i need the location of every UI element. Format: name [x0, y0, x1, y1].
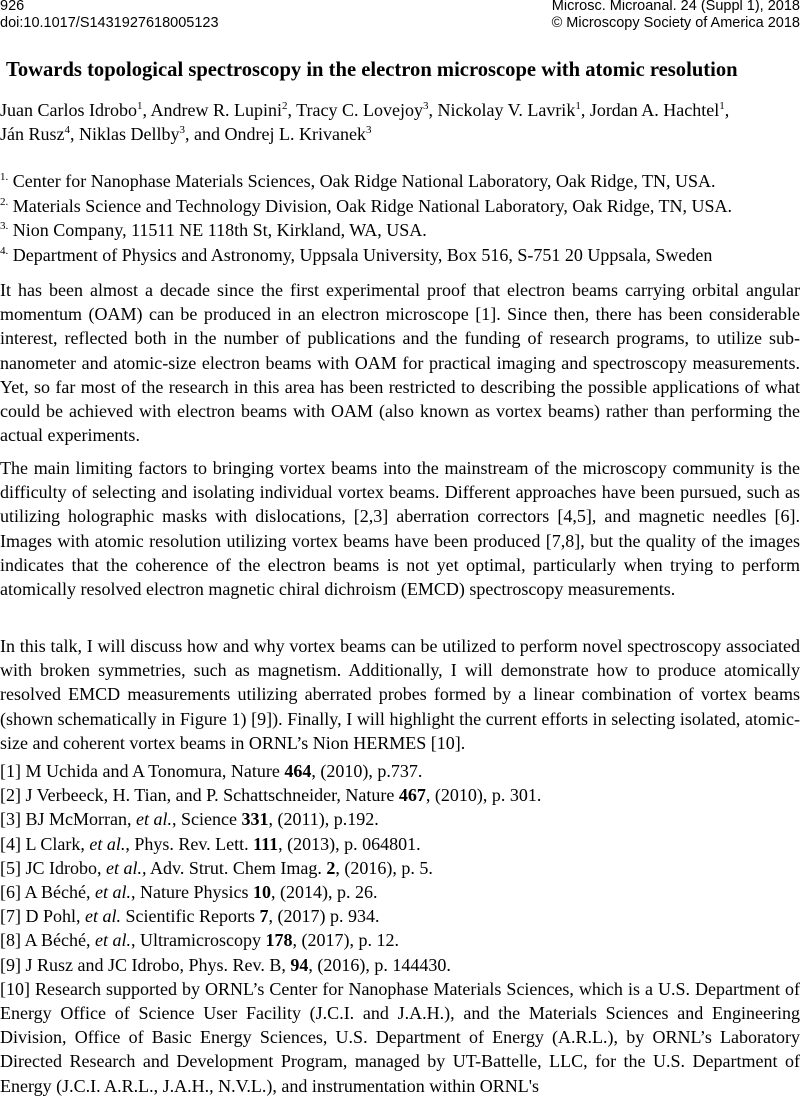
affiliation-text: Nion Company, 11511 NE 118th St, Kirkland, WA, USA. [12, 220, 427, 240]
page-number: 926 [0, 0, 25, 14]
affiliation-number: 4. [0, 244, 9, 257]
affiliation [0, 243, 800, 268]
header-right [552, 0, 800, 32]
affiliation [0, 218, 800, 243]
reference-number: [1] [0, 761, 21, 781]
body-paragraph-1: It has been almost a decade since the first experimental proof that electron beams carrying orbital angular momentum (OAM) can be produced in an electron microscope [1]. Since then, there has been considerable interest, reflected both in the number of publications and the funding of research programs, to utilize sub-nanometer and atomic-size electron beams with OAM for practical imaging and spectroscopy measurements. Yet, so far most of the research in this area has been restricted to describing the possible applications of what could be achieved with electron beams with OAM (also known as vortex beams) rather than performing the actual experiments. [0, 280, 800, 446]
author-separator: , [580, 100, 590, 120]
paper-title: Towards topological spectroscopy in the electron microscope with atomic resolution [6, 59, 738, 81]
reference: [2] J Verbeeck, H. Tian, and P. Schattschneider, Nature 467, (2010), p. 301. [0, 785, 542, 806]
author-name: Jordan A. Hachtel [589, 100, 720, 120]
author-separator: , [142, 100, 151, 120]
reference-number: [8] [0, 930, 21, 951]
reference-number: [10] [0, 978, 30, 999]
author-affiliation: 3 [423, 100, 429, 112]
reference-number: [9] [0, 954, 21, 975]
affiliation-list [0, 169, 800, 267]
reference: [5] JC Idrobo, et al., Adv. Strut. Chem Imag. 2, (2016), p. 5. [0, 857, 433, 878]
reference-list [0, 759, 800, 1098]
reference: [3] BJ McMorran, et al., Science 331, (2011), p.192. [0, 809, 379, 830]
reference-number: [4] [0, 833, 21, 854]
author-name: Andrew R. Lupini [150, 100, 282, 120]
reference: [7] D Pohl, et al. Scientific Reports 7, (2017) p. 934. [0, 906, 380, 927]
author-separator: , [70, 124, 79, 144]
affiliation-number: 1. [0, 171, 9, 183]
reference-number: [5] [0, 857, 21, 878]
author-separator: , [428, 100, 438, 120]
author-affiliation: 3 [365, 124, 372, 136]
author [590, 100, 729, 120]
reference-number: [7] [0, 906, 21, 927]
author-name: Nickolay V. Lavrik [437, 100, 576, 120]
author-affiliation: 2 [281, 100, 288, 112]
copyright: © Microscopy Society of America 2018 [551, 15, 800, 31]
author-list [0, 98, 800, 146]
author-name: Juan Carlos Idrobo [0, 100, 137, 120]
author [79, 124, 225, 144]
header-left [0, 0, 219, 32]
author [296, 100, 437, 120]
affiliation [0, 194, 800, 219]
author-name: Niklas Dellby [79, 124, 180, 144]
author-name: Ondrej L. Krivanek [224, 124, 366, 144]
reference: [8] A Béché, et al., Ultramicroscopy 178, (2017), p. 12. [0, 930, 399, 951]
author [151, 100, 297, 120]
author-affiliation: 3 [179, 124, 185, 136]
reference: [1] M Uchida and A Tonomura, Nature 464, (2010), p.737. [0, 761, 423, 781]
reference-number: [2] [0, 785, 21, 806]
affiliation-text: Department of Physics and Astronomy, Uppsala University, Box 516, S-751 20 Uppsala, Sweden [12, 244, 713, 265]
doi: doi:10.1017/S1431927618005123 [0, 15, 219, 31]
author-affiliation: 4 [64, 124, 70, 136]
author-affiliation: 1 [575, 100, 581, 112]
author-affiliation: 1 [719, 100, 725, 112]
affiliation-text: Center for Nanophase Materials Sciences, Oak Ridge National Laboratory, Oak Ridge, TN, USA. [12, 171, 716, 191]
journal-citation: Microsc. Microanal. 24 (Suppl 1), 2018 [551, 0, 800, 14]
author-separator: , and [185, 124, 225, 144]
affiliation-number: 3. [0, 220, 9, 232]
author-name: Tracy C. Lovejoy [296, 100, 423, 120]
author [225, 124, 372, 144]
reference: [9] J Rusz and JC Idrobo, Phys. Rev. B, 94, (2016), p. 144430. [0, 954, 451, 975]
reference: [4] L Clark, et al., Phys. Rev. Lett. 111, (2013), p. 064801. [0, 833, 421, 854]
body-paragraph-2: The main limiting factors to bringing vortex beams into the mainstream of the microscopy community is the difficulty of selecting and isolating individual vortex beams. Different approaches have been pursued, such as utilizing holographic masks with dislocations, [2,3] aberration correctors [4,5], and magnetic needles [6]. Images with atomic resolution utilizing vortex beams have been produced [7,8], but the quality of the images indicates that the coherence of the electron beams is not yet optimal, particularly when trying to perform atomically resolved electron magnetic chiral dichroism (EMCD) spectroscopy measurements. [0, 458, 800, 600]
author [0, 100, 151, 120]
affiliation-number: 2. [0, 195, 9, 208]
body-paragraph-3: In this talk, I will discuss how and why vortex beams can be utilized to perform novel spectroscopy associated with broken symmetries, such as magnetism. Additionally, I will demonstrate how to produce atomically resolved EMCD measurements utilizing aberrated probes formed by a linear combination of vortex beams (shown schematically in Figure 1) [9]). Finally, I will highlight the current efforts in selecting isolated, atomic-size and coherent vortex beams in ORNL’s Nion HERMES [10]. [0, 636, 800, 753]
reference-number: [6] [0, 882, 21, 903]
reference-acknowledgement: [10] Research supported by ORNL’s Center for Nanophase Materials Sciences, which is a U.S. Department of Energy Office of Science User Facility (J.C.I. and J.A.H.), and the Materials Sciences and Engineering Division, Office of Basic Energy Sciences, U.S. Department of Energy (A.R.L.), by ORNL’s Laboratory Directed Research and Development Program, managed by UT-Battelle, LLC, for the U.S. Department of Energy (J.C.I. A.R.L., J.A.H., N.V.L.), and instrumentation within ORNL's [0, 978, 800, 1096]
affiliation [0, 169, 800, 194]
author-separator: , [724, 100, 730, 120]
reference-number: [3] [0, 809, 21, 830]
author-separator: , [287, 100, 297, 120]
author [0, 124, 79, 144]
author-name: Ján Rusz [0, 124, 65, 144]
affiliation-text: Materials Science and Technology Division, Oak Ridge National Laboratory, Oak Ridge, TN, USA. [12, 195, 733, 216]
reference: [6] A Béché, et al., Nature Physics 10, (2014), p. 26. [0, 882, 378, 903]
author-affiliation: 1 [136, 100, 143, 112]
author [438, 100, 590, 120]
